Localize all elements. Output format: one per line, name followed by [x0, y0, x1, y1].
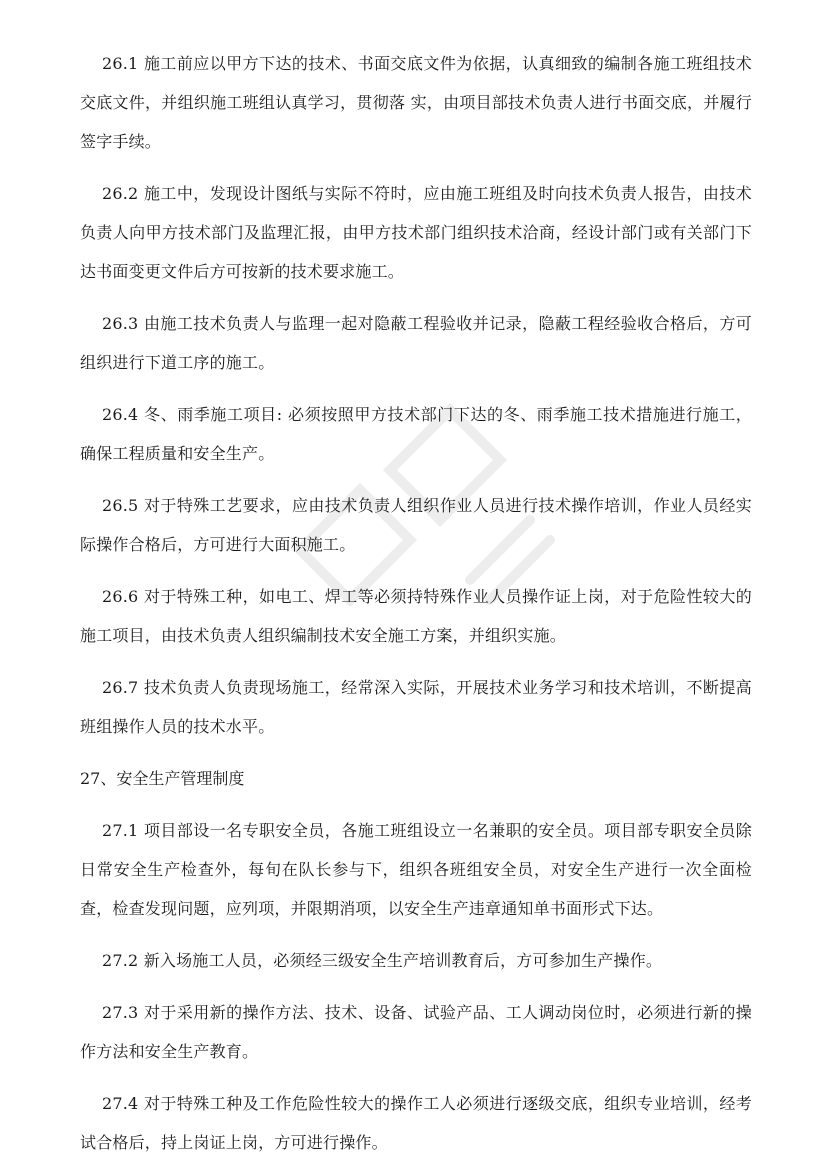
document-body	[80, 44, 752, 1175]
paragraph-27-3: 27.3 对于采用新的操作方法、技术、设备、试验产品、工人调动岗位时，必须进行新的操作方法和安全生产教育。	[80, 1003, 752, 1061]
paragraph-26-2: 26.2 施工中，发现设计图纸与实际不符时，应由施工班组及时向技术负责人报告，由技术负责人向甲方技术部门及监理汇报，由甲方技术部门组织技术洽商，经设计部门或有关部门下达书面变更文件后方可按新的技术要求施工。	[80, 184, 752, 281]
paragraph-26-6: 26.6 对于特殊工种，如电工、焊工等必须持特殊作业人员操作证上岗，对于危险性较大的施工项目，由技术负责人组织编制技术安全施工方案，并组织实施。	[80, 587, 752, 645]
paragraph-26-7: 26.7 技术负责人负责现场施工，经常深入实际，开展技术业务学习和技术培训，不断提高班组操作人员的技术水平。	[80, 678, 752, 736]
paragraph-26-5: 26.5 对于特殊工艺要求，应由技术负责人组织作业人员进行技术操作培训，作业人员经实际操作合格后，方可进行大面积施工。	[80, 496, 752, 554]
paragraph-27-1: 27.1 项目部设一名专职安全员，各施工班组设立一名兼职的安全员。项目部专职安全员除日常安全生产检查外，每旬在队长参与下，组织各班组安全员，对安全生产进行一次全面检查，检查发现问题，应列项，并限期消项，以安全生产违章通知单书面形式下达。	[80, 821, 752, 918]
section-heading-27: 27、安全生产管理制度	[80, 769, 245, 788]
paragraph-27-4: 27.4 对于特殊工种及工作危险性较大的操作工人必须进行逐级交底，组织专业培训，经考试合格后，持上岗证上岗，方可进行操作。	[80, 1094, 752, 1152]
paragraph-26-4: 26.4 冬、雨季施工项目: 必须按照甲方技术部门下达的冬、雨季施工技术措施进行施工，确保工程质量和安全生产。	[80, 405, 752, 463]
paragraph-26-3: 26.3 由施工技术负责人与监理一起对隐蔽工程验收并记录，隐蔽工程经验收合格后，方可组织进行下道工序的施工。	[80, 314, 752, 372]
paragraph-27-2: 27.2 新入场施工人员，必须经三级安全生产培训教育后，方可参加生产操作。	[102, 951, 663, 970]
paragraph-26-1: 26.1 施工前应以甲方下达的技术、书面交底文件为依据，认真细致的编制各施工班组技术交底文件，并组织施工班组认真学习，贯彻落 实，由项目部技术负责人进行书面交底，并履行签字手续。	[80, 54, 752, 151]
